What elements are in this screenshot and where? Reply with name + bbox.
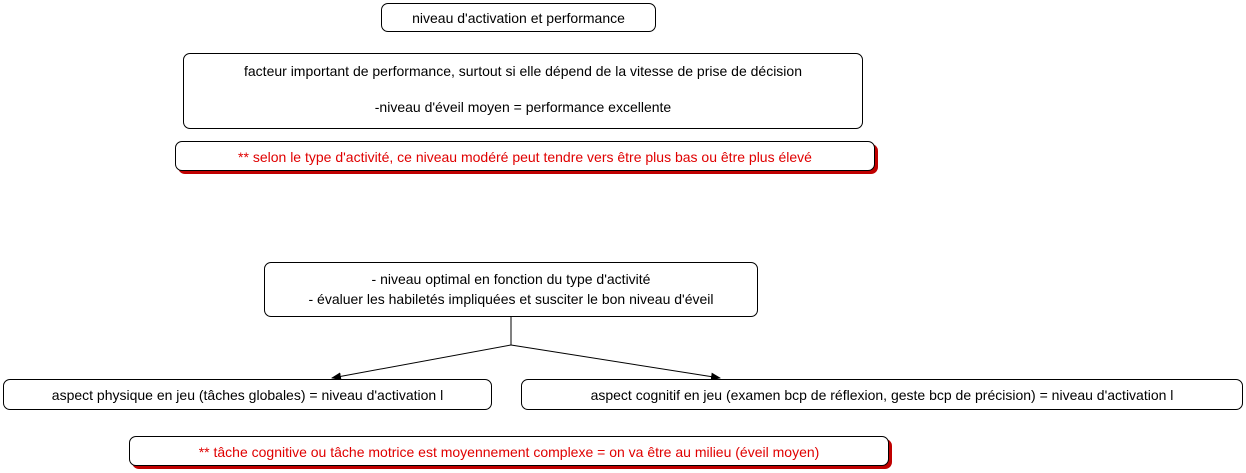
connector-arrow-to-physical: [332, 345, 511, 378]
performance-factor-line-1: facteur important de performance, surtout si elle dépend de la vitesse de prise de décision: [244, 63, 802, 79]
physical-aspect-text: aspect physique en jeu (tâches globales) = niveau d'activation l: [51, 387, 444, 403]
note-complexity-text: ** tâche cognitive ou tâche motrice est moyennement complexe = on va être au milieu (éveil moyen): [198, 444, 820, 460]
node-cognitive-aspect[interactable]: [521, 379, 1243, 410]
optimal-level-line-1: - niveau optimal en fonction du type d'activité: [371, 271, 651, 287]
optimal-level-line-2: - évaluer les habiletés impliquées et susciter le bon niveau d'éveil: [308, 291, 714, 307]
node-note-complexity[interactable]: [129, 436, 889, 466]
performance-factor-line-2: -niveau d'éveil moyen = performance excellente: [374, 99, 672, 115]
node-physical-aspect[interactable]: [3, 379, 492, 410]
node-title-text: niveau d'activation et performance: [412, 10, 625, 26]
note-activity-type-text: ** selon le type d'activité, ce niveau modéré peut tendre vers être plus bas ou être plus élevé: [238, 149, 812, 165]
cognitive-aspect-text: aspect cognitif en jeu (examen bcp de réflexion, geste bcp de précision) = niveau d'activation l: [590, 387, 1174, 403]
node-optimal-level[interactable]: [264, 262, 758, 317]
connector-arrow-to-cognitive: [511, 345, 720, 378]
node-note-activity-type[interactable]: [175, 141, 875, 171]
node-title[interactable]: [381, 3, 656, 32]
node-performance-factor[interactable]: [183, 53, 863, 129]
